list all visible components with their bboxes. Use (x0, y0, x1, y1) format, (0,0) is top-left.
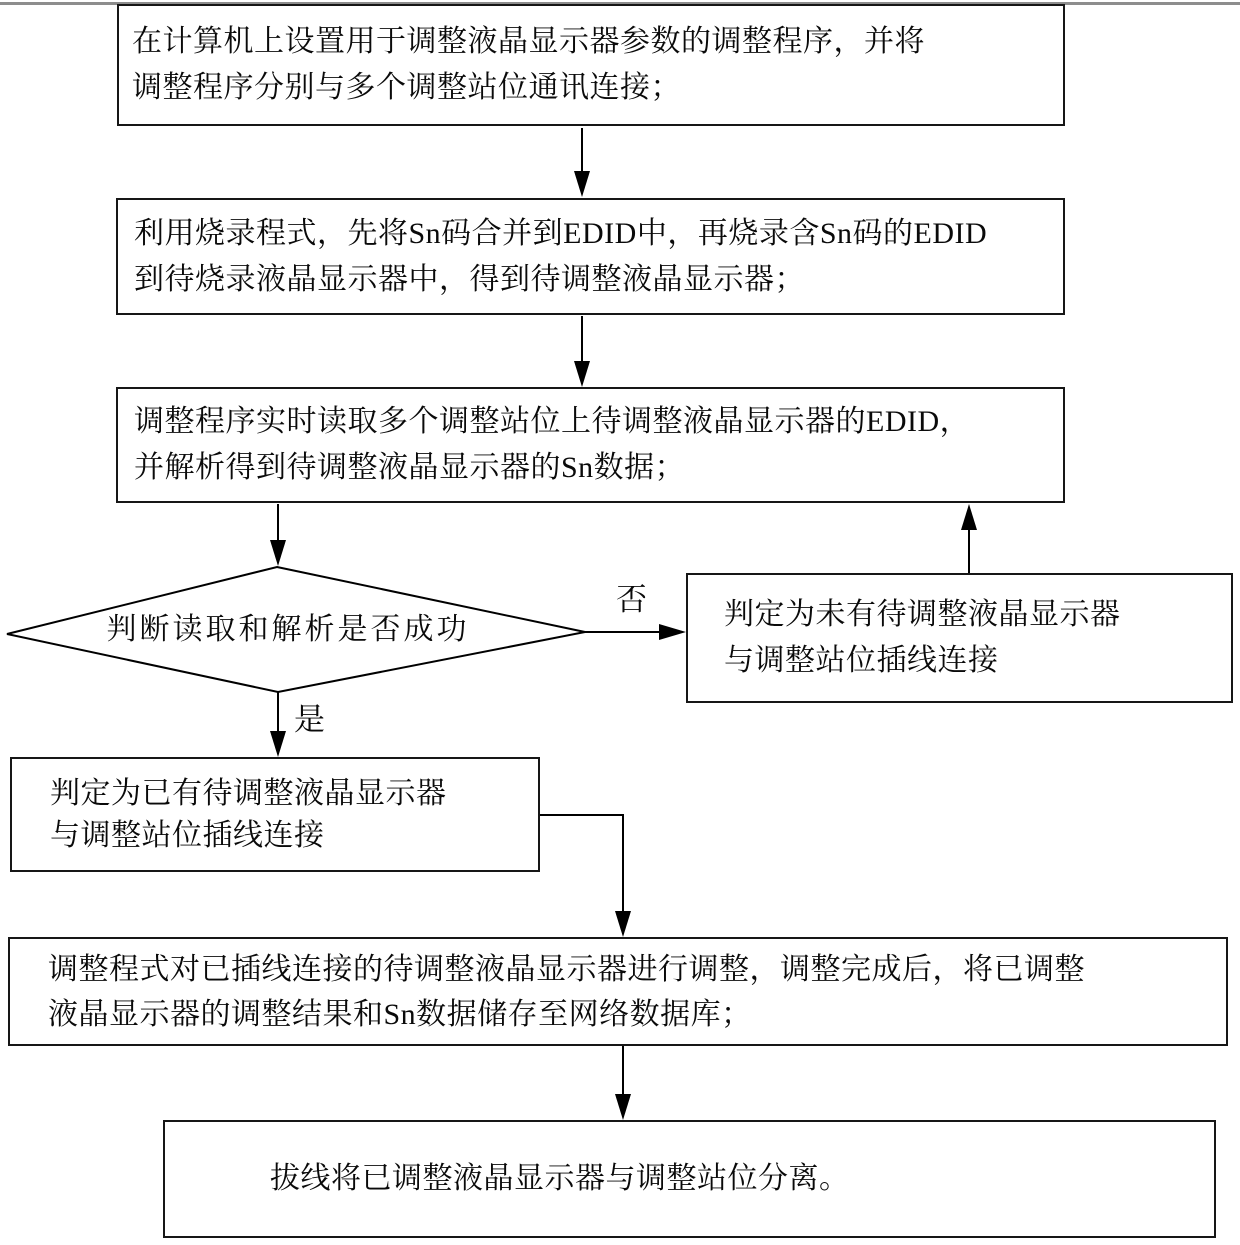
flow-step-burn-edid (116, 198, 1065, 315)
decision-node-label: 判断读取和解析是否成功 (106, 613, 470, 646)
arrow-down-icon (270, 540, 286, 566)
flow-step-unplug (163, 1120, 1216, 1238)
edge-label-no: 否 (616, 582, 647, 617)
flow-step-text: 调整程序实时读取多个调整站位上待调整液晶显示器的EDID， 并解析得到待调整液晶显示器的Sn数据； (134, 405, 971, 484)
flow-step-adjust-store (8, 937, 1228, 1046)
flow-step-result-connected (10, 757, 540, 872)
arrow-down-icon (574, 171, 590, 197)
flow-step-text: 利用烧录程式，先将Sn码合并到EDID中，再烧录含Sn码的EDID 到待烧录液晶显示器中，得到待调整液晶显示器； (134, 216, 988, 296)
flow-step-read-edid (116, 387, 1065, 503)
arrow-up-icon (961, 504, 977, 530)
flow-step-text: 判定为未有待调整液晶显示器 与调整站位插线连接 (724, 598, 1121, 677)
flow-step-text: 调整程式对已插线连接的待调整液晶显示器进行调整，调整完成后，将已调整 液晶显示器的调整结果和Sn数据储存至网络数据库； (48, 952, 1085, 1031)
arrow-down-icon (270, 731, 286, 757)
arrow-right-icon (659, 624, 686, 640)
flow-step-text: 在计算机上设置用于调整液晶显示器参数的调整程序，并将 调整程序分别与多个调整站位通讯连接； (132, 25, 925, 104)
arrow-down-icon (574, 361, 590, 387)
edge-label-yes: 是 (294, 702, 325, 737)
connector-yes-step6 (540, 815, 623, 934)
flow-step-result-not-connected (686, 573, 1233, 703)
flow-step-text: 判定为已有待调整液晶显示器 与调整站位插线连接 (50, 776, 447, 852)
arrow-down-icon (615, 911, 631, 937)
arrow-down-icon (615, 1094, 631, 1120)
flow-step-setup-program (117, 4, 1065, 126)
flow-step-text: 拔线将已调整液晶显示器与调整站位分离。 (270, 1162, 850, 1195)
